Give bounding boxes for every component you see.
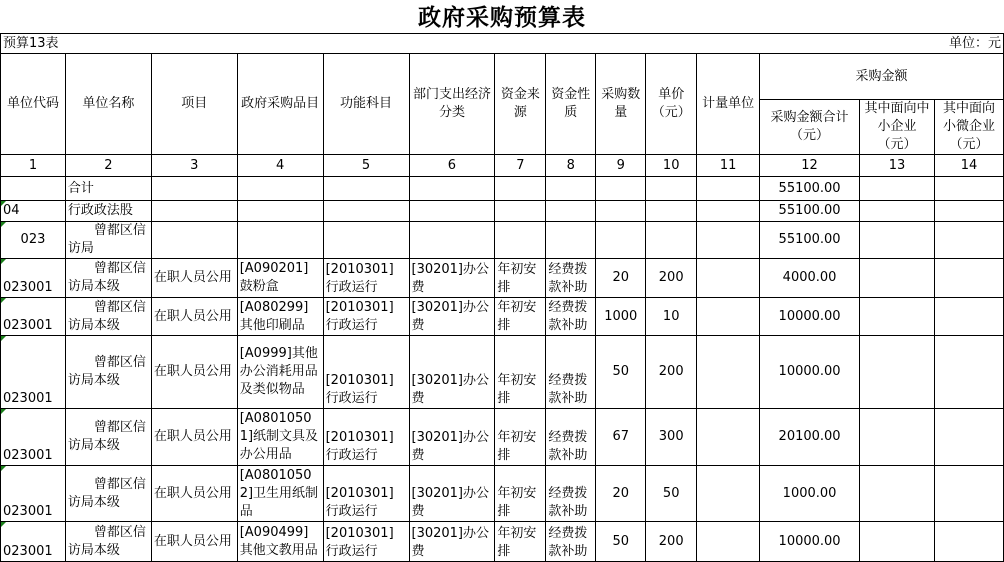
amount-total-cell: 10000.00 <box>760 298 860 336</box>
micro-cell <box>934 177 1003 201</box>
price-cell: 200 <box>646 259 697 298</box>
project-cell: 在职人员公用 <box>151 409 237 466</box>
empty-cell <box>409 222 495 259</box>
price-cell: 10 <box>646 298 697 336</box>
sme-cell <box>860 336 935 409</box>
micro-cell <box>934 522 1003 562</box>
sme-cell <box>860 466 935 522</box>
qty-cell: 20 <box>596 466 646 522</box>
func-subject-cell: [2010301]行政运行 <box>323 298 409 336</box>
procurement-budget-table <box>0 33 1004 562</box>
measure-cell <box>697 298 760 336</box>
empty-cell <box>409 201 495 222</box>
empty-cell <box>646 201 697 222</box>
column-number: 12 <box>760 155 860 177</box>
table-row <box>1 522 1004 562</box>
measure-cell <box>697 336 760 409</box>
empty-cell <box>546 201 596 222</box>
gov-item-cell: [A080299]其他印刷品 <box>237 298 323 336</box>
header-micro: 其中面向小微企业（元） <box>934 100 1003 155</box>
sme-cell <box>860 298 935 336</box>
sme-cell <box>860 259 935 298</box>
column-number: 4 <box>237 155 323 177</box>
fund-source-cell: 年初安排 <box>495 336 546 409</box>
amount-total-cell: 55100.00 <box>760 222 860 259</box>
fund-nature-cell: 经费拨款补助 <box>546 522 596 562</box>
header-project: 项目 <box>151 54 237 155</box>
measure-cell <box>697 466 760 522</box>
func-subject-cell: [2010301]行政运行 <box>323 259 409 298</box>
header-row <box>1 54 1004 100</box>
amount-total-cell: 10000.00 <box>760 522 860 562</box>
empty-cell <box>546 177 596 201</box>
amount-total-cell: 55100.00 <box>760 201 860 222</box>
unit-name-cell: 曾都区信访局 <box>65 222 151 259</box>
header-unit-code: 单位代码 <box>1 54 66 155</box>
micro-cell <box>934 222 1003 259</box>
summary-row <box>1 201 1004 222</box>
table-row <box>1 298 1004 336</box>
fund-source-cell: 年初安排 <box>495 298 546 336</box>
sme-cell <box>860 222 935 259</box>
header-amount-group: 采购金额 <box>760 54 1004 100</box>
func-subject-cell: [2010301]行政运行 <box>323 409 409 466</box>
empty-cell <box>495 177 546 201</box>
unit-code-cell: 04 <box>1 201 66 222</box>
empty-cell <box>151 222 237 259</box>
header-price: 单价（元） <box>646 54 697 155</box>
unit-name-cell: 曾都区信访局本级 <box>65 259 151 298</box>
empty-cell <box>409 177 495 201</box>
dept-econ-cell: [30201]办公费 <box>409 409 495 466</box>
column-number: 9 <box>596 155 646 177</box>
column-number: 1 <box>1 155 66 177</box>
measure-cell <box>697 522 760 562</box>
dept-econ-cell: [30201]办公费 <box>409 298 495 336</box>
fund-source-cell: 年初安排 <box>495 466 546 522</box>
sme-cell <box>860 409 935 466</box>
empty-cell <box>495 201 546 222</box>
dept-econ-cell: [30201]办公费 <box>409 259 495 298</box>
empty-cell <box>697 222 760 259</box>
empty-cell <box>546 222 596 259</box>
micro-cell <box>934 466 1003 522</box>
empty-cell <box>697 177 760 201</box>
price-cell: 200 <box>646 336 697 409</box>
amount-total-cell: 10000.00 <box>760 336 860 409</box>
qty-cell: 50 <box>596 522 646 562</box>
price-cell: 200 <box>646 522 697 562</box>
column-number: 13 <box>860 155 935 177</box>
empty-cell <box>323 222 409 259</box>
dept-econ-cell: [30201]办公费 <box>409 466 495 522</box>
unit-code-cell: 023001 <box>1 522 66 562</box>
header-unit-name: 单位名称 <box>65 54 151 155</box>
empty-cell <box>596 177 646 201</box>
header-func-subject: 功能科目 <box>323 54 409 155</box>
fund-source-cell: 年初安排 <box>495 522 546 562</box>
measure-cell <box>697 409 760 466</box>
fund-nature-cell: 经费拨款补助 <box>546 409 596 466</box>
fund-nature-cell: 经费拨款补助 <box>546 336 596 409</box>
micro-cell <box>934 409 1003 466</box>
project-cell: 在职人员公用 <box>151 298 237 336</box>
table-row <box>1 466 1004 522</box>
sme-cell <box>860 522 935 562</box>
column-number-row <box>1 155 1004 177</box>
column-number: 11 <box>697 155 760 177</box>
summary-row <box>1 177 1004 201</box>
func-subject-cell: [2010301]行政运行 <box>323 522 409 562</box>
unit-code-cell: 023001 <box>1 259 66 298</box>
fund-nature-cell: 经费拨款补助 <box>546 298 596 336</box>
gov-item-cell: [A08010502]卫生用纸制品 <box>237 466 323 522</box>
header-fund-nature: 资金性质 <box>546 54 596 155</box>
unit-label: 单位：元 <box>860 34 1004 54</box>
column-number: 7 <box>495 155 546 177</box>
page-title: 政府采购预算表 <box>418 5 586 31</box>
qty-cell: 50 <box>596 336 646 409</box>
column-number: 10 <box>646 155 697 177</box>
fund-nature-cell: 经费拨款补助 <box>546 466 596 522</box>
amount-total-cell: 20100.00 <box>760 409 860 466</box>
unit-name-cell: 曾都区信访局本级 <box>65 336 151 409</box>
empty-cell <box>323 177 409 201</box>
empty-cell <box>646 177 697 201</box>
price-cell: 50 <box>646 466 697 522</box>
header-sme: 其中面向中小企业（元） <box>860 100 935 155</box>
table-code: 预算13表 <box>1 34 152 54</box>
unit-name-cell: 曾都区信访局本级 <box>65 409 151 466</box>
sme-cell <box>860 201 935 222</box>
table-row <box>1 336 1004 409</box>
column-number: 6 <box>409 155 495 177</box>
header-qty: 采购数量 <box>596 54 646 155</box>
unit-name-cell: 曾都区信访局本级 <box>65 522 151 562</box>
empty-cell <box>237 201 323 222</box>
micro-cell <box>934 336 1003 409</box>
empty-cell <box>697 201 760 222</box>
column-number: 14 <box>934 155 1003 177</box>
unit-code-cell: 023001 <box>1 466 66 522</box>
table-meta-row <box>1 34 1004 54</box>
empty-cell <box>646 222 697 259</box>
header-dept-econ: 部门支出经济分类 <box>409 54 495 155</box>
unit-name-cell: 曾都区信访局本级 <box>65 298 151 336</box>
project-cell: 在职人员公用 <box>151 259 237 298</box>
micro-cell <box>934 298 1003 336</box>
amount-total-cell: 55100.00 <box>760 177 860 201</box>
func-subject-cell: [2010301]行政运行 <box>323 466 409 522</box>
qty-cell: 67 <box>596 409 646 466</box>
header-gov-item: 政府采购品目 <box>237 54 323 155</box>
empty-cell <box>323 201 409 222</box>
empty-cell <box>495 222 546 259</box>
empty-cell <box>596 222 646 259</box>
dept-econ-cell: [30201]办公费 <box>409 522 495 562</box>
unit-name-cell: 合计 <box>65 177 151 201</box>
unit-code-cell: 023001 <box>1 336 66 409</box>
empty-cell <box>237 222 323 259</box>
header-measure: 计量单位 <box>697 54 760 155</box>
gov-item-cell: [A090499]其他文教用品 <box>237 522 323 562</box>
project-cell: 在职人员公用 <box>151 522 237 562</box>
gov-item-cell: [A0999]其他办公消耗用品及类似物品 <box>237 336 323 409</box>
gov-item-cell: [A090201]鼓粉盒 <box>237 259 323 298</box>
header-amount-total: 采购金额合计（元） <box>760 100 860 155</box>
price-cell: 300 <box>646 409 697 466</box>
summary-row <box>1 222 1004 259</box>
table-row <box>1 409 1004 466</box>
unit-code-cell <box>1 177 66 201</box>
measure-cell <box>697 259 760 298</box>
fund-source-cell: 年初安排 <box>495 409 546 466</box>
gov-item-cell: [A08010501]纸制文具及办公用品 <box>237 409 323 466</box>
micro-cell <box>934 259 1003 298</box>
empty-cell <box>596 201 646 222</box>
sme-cell <box>860 177 935 201</box>
fund-source-cell: 年初安排 <box>495 259 546 298</box>
dept-econ-cell: [30201]办公费 <box>409 336 495 409</box>
unit-name-cell: 曾都区信访局本级 <box>65 466 151 522</box>
unit-code-cell: 023 <box>1 222 66 259</box>
column-number: 5 <box>323 155 409 177</box>
func-subject-cell: [2010301]行政运行 <box>323 336 409 409</box>
column-number: 8 <box>546 155 596 177</box>
header-fund-source: 资金来源 <box>495 54 546 155</box>
qty-cell: 20 <box>596 259 646 298</box>
table-row <box>1 259 1004 298</box>
empty-cell <box>237 177 323 201</box>
unit-name-cell: 行政政法股 <box>65 201 151 222</box>
qty-cell: 1000 <box>596 298 646 336</box>
column-number: 2 <box>65 155 151 177</box>
amount-total-cell: 4000.00 <box>760 259 860 298</box>
empty-cell <box>151 177 237 201</box>
amount-total-cell: 1000.00 <box>760 466 860 522</box>
unit-code-cell: 023001 <box>1 409 66 466</box>
unit-code-cell: 023001 <box>1 298 66 336</box>
project-cell: 在职人员公用 <box>151 466 237 522</box>
project-cell: 在职人员公用 <box>151 336 237 409</box>
micro-cell <box>934 201 1003 222</box>
empty-cell <box>151 201 237 222</box>
column-number: 3 <box>151 155 237 177</box>
fund-nature-cell: 经费拨款补助 <box>546 259 596 298</box>
